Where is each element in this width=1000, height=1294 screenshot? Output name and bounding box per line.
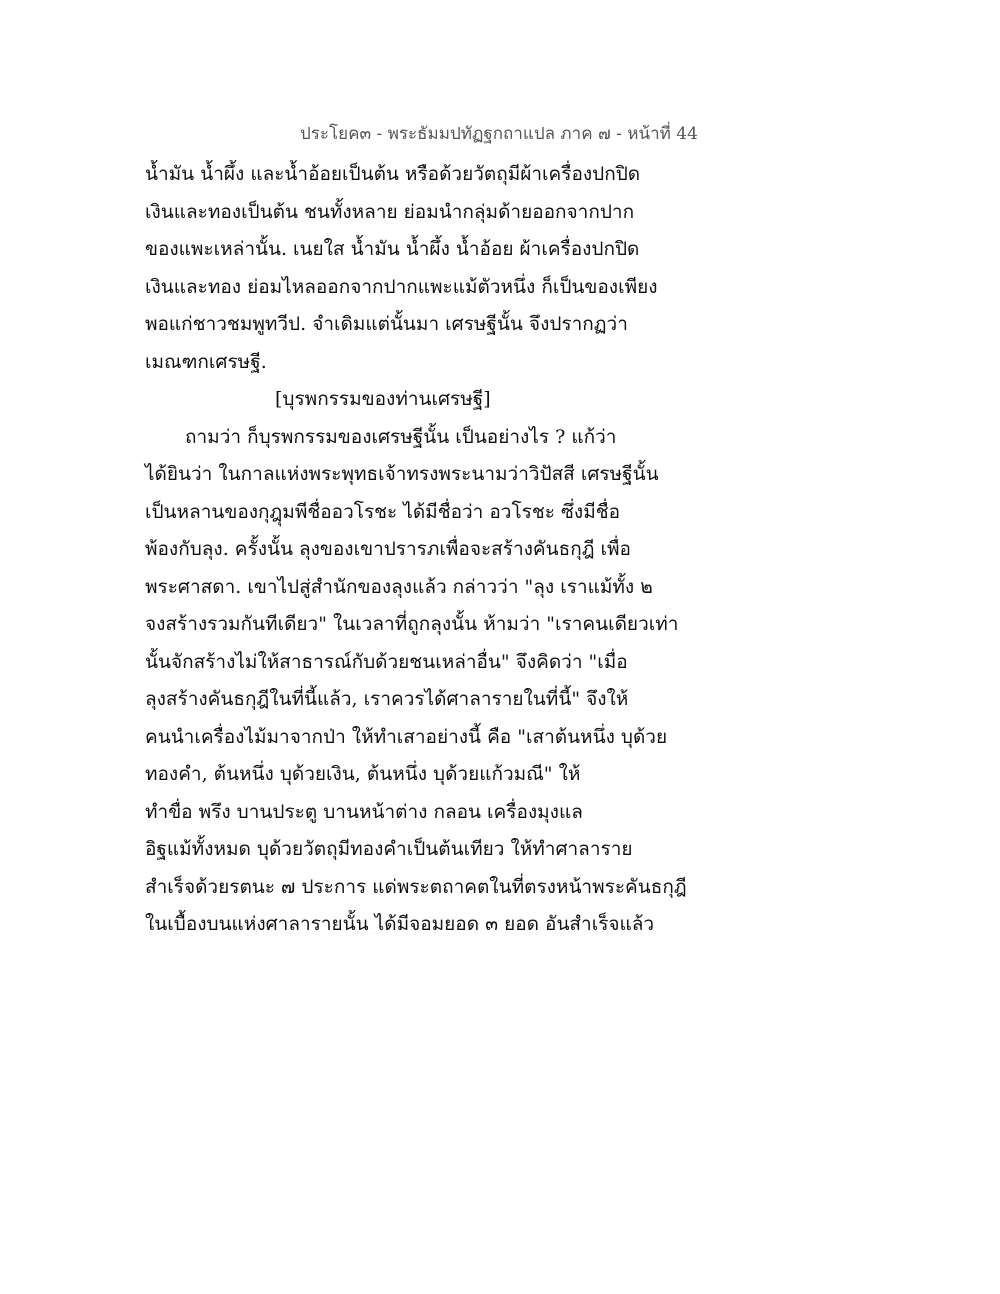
text-line: นั้นจักสร้างไม่ให้สาธารณ์กับด้วยชนเหล่าอื่น" จึงคิดว่า "เมื่อ: [145, 650, 628, 673]
body-text: [145, 156, 705, 944]
text-line: เงินและทองเป็นต้น ชนทั้งหลาย ย่อมนำกลุ่มด้ายออกจากปาก: [145, 200, 635, 223]
text-line: ได้ยินว่า ในกาลแห่งพระพุทธเจ้าทรงพระนามว่าวิปัสสี เศรษฐีนั้น: [145, 463, 659, 485]
text-line: ทองคำ, ต้นหนึ่ง บุด้วยเงิน, ต้นหนึ่ง บุด้วยแก้วมณี" ให้: [145, 763, 581, 785]
text-line: เมณฑกเศรษฐี.: [145, 350, 267, 373]
text-line: ลุงสร้างคันธกุฎีในที่นี้แล้ว, เราควรได้ศาลารายในที่นี้" จึงให้: [145, 688, 629, 710]
text-line: พ้องกับลุง. ครั้งนั้น ลุงของเขาปรารภเพื่อจะสร้างคันธกุฎี เพื่อ: [145, 538, 631, 560]
text-line: ของแพะเหล่านั้น. เนยใส น้ำมัน น้ำผึ้ง น้ำอ้อย ผ้าเครื่องปกปิด: [145, 238, 640, 260]
text-line: เป็นหลานของกุฎุมพีชื่ออวโรชะ ได้มีชื่อว่า อวโรชะ ซึ่งมีชื่อ: [145, 500, 621, 523]
running-header: ประโยค๓ - พระธัมมปทัฏฐกถาแปล ภาค ๗ - หน้าที่ 44: [300, 124, 698, 144]
text-line: อิฐแม้ทั้งหมด บุด้วยวัตถุมีทองคำเป็นต้นเทียว ให้ทำศาลาราย: [145, 838, 633, 860]
text-line: คนนำเครื่องไม้มาจากป่า ให้ทำเสาอย่างนี้ คือ "เสาต้นหนึ่ง บุด้วย: [145, 725, 668, 748]
text-line: พระศาสดา. เขาไปสู่สำนักของลุงแล้ว กล่าวว่า "ลุง เราแม้ทั้ง ๒: [145, 575, 653, 598]
text-line: พอแก่ชาวชมพูทวีป. จำเดิมแต่นั้นมา เศรษฐีนั้น จึงปรากฏว่า: [145, 313, 628, 335]
text-line: ในเบื้องบนแห่งศาลารายนั้น ได้มีจอมยอด ๓ ยอด อันสำเร็จแล้ว: [145, 913, 655, 935]
text-line: สำเร็จด้วยรตนะ ๗ ประการ แด่พระตถาคตในที่ตรงหน้าพระคันธกุฎี: [145, 875, 687, 898]
text-line: จงสร้างรวมกันทีเดียว" ในเวลาที่ถูกลุงนั้น ห้ามว่า "เราคนเดียวเท่า: [145, 613, 679, 635]
text-line: ทำขื่อ พรึง บานประตู บานหน้าต่าง กลอน เครื่องมุงแล: [145, 800, 583, 823]
text-line: ถามว่า ก็บุรพกรรมของเศรษฐีนั้น เป็นอย่างไร ? แก้ว่า: [185, 425, 617, 448]
section-heading: [บุรพกรรมของท่านเศรษฐี]: [275, 388, 491, 410]
text-line: เงินและทอง ย่อมไหลออกจากปากแพะแม้ตัวหนึ่ง ก็เป็นของเพียง: [145, 275, 658, 298]
text-line: น้ำมัน น้ำผึ้ง และน้ำอ้อยเป็นต้น หรือด้วยวัตถุมีผ้าเครื่องปกปิด: [145, 163, 641, 185]
